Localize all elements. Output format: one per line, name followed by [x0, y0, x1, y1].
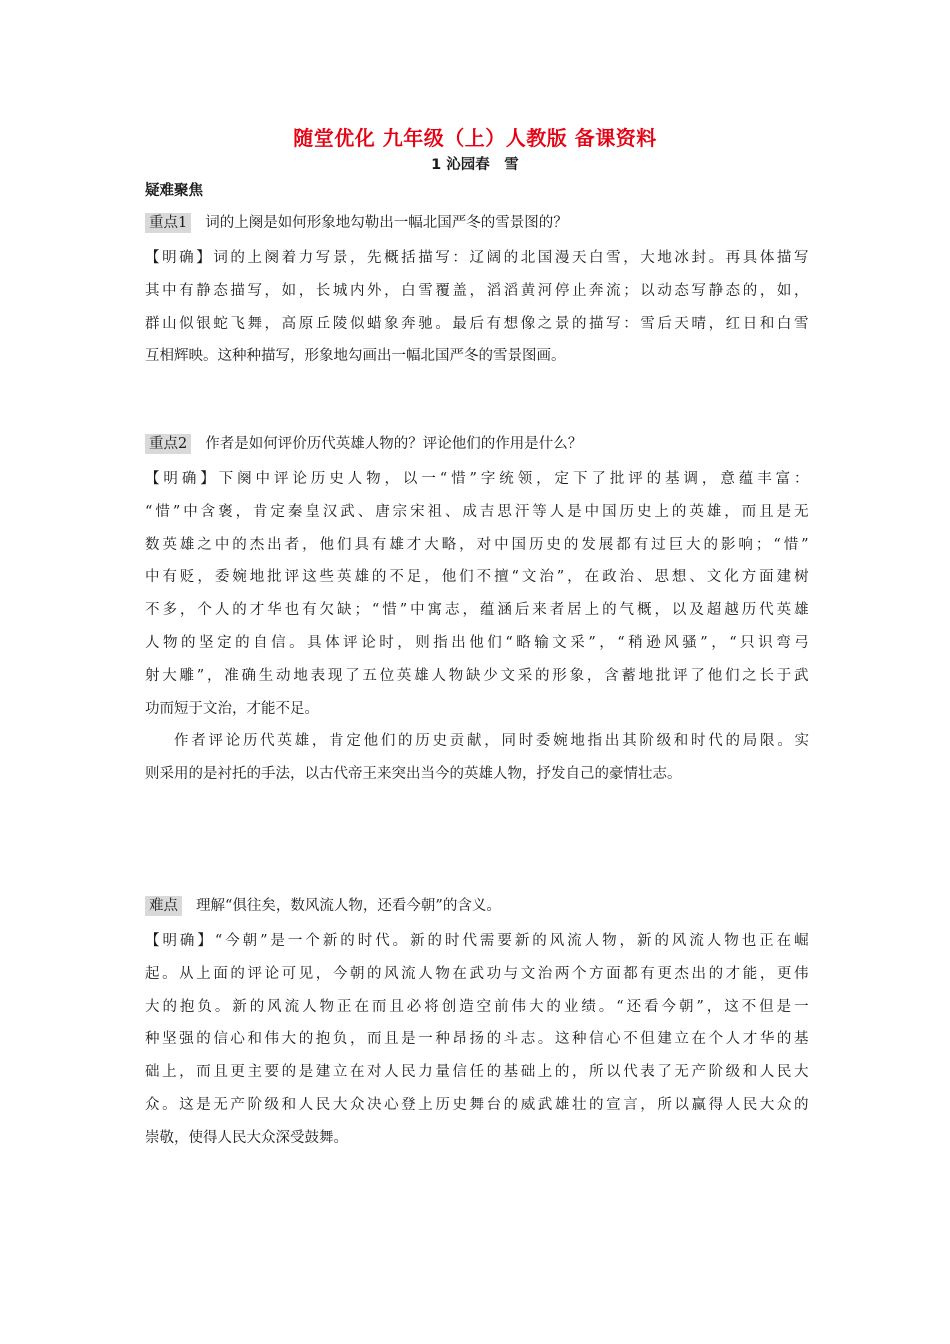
answer-2-extra-line: 作 者 评 论 历 代 英 雄 ， 肯 定 他 们 的 历 史 贡 献 ， 同 时 委 婉 地 指 出 其 阶 级 和 时 代 的 局 限 。 实: [174, 733, 809, 750]
question-2-tag: 重点2: [145, 434, 191, 454]
answer-2-line: 数 英 雄 之 中 的 杰 出 者 ， 他 们 具 有 雄 才 大 略 ， 对 中 国 历 史 的 发 展 都 有 过 巨 大 的 影 响 ； “ 惜 ”: [145, 536, 809, 553]
answer-3-line: 崇敬，使得人民大众深受鼓舞。: [145, 1129, 348, 1146]
answer-3-line: 起 。 从 上 面 的 评 论 可 见 ， 今 朝 的 风 流 人 物 在 武 功 与 文 治 两 个 方 面 都 有 更 杰 出 的 才 能 ， 更 伟: [145, 965, 809, 982]
section-heading: 疑难聚焦: [145, 183, 203, 199]
answer-3-line: 大 的 抱 负 。 新 的 风 流 人 物 正 在 而 且 必 将 创 造 空 前 伟 大 的 业 绩 。 “ 还 看 今 朝 ” ， 这 不 但 是 一: [145, 998, 809, 1015]
question-1-tag: 重点1: [145, 213, 191, 233]
answer-2-line: 功而短于文治，才能不足。: [145, 700, 319, 717]
answer-3-line: 种 坚 强 的 信 心 和 伟 大 的 抱 负 ， 而 且 是 一 种 昂 扬 的 斗 志 。 这 种 信 心 不 但 建 立 在 个 人 才 华 的 基: [145, 1031, 809, 1048]
answer-2-line: 射 大 雕 ” ， 准 确 生 动 地 表 现 了 五 位 英 雄 人 物 缺 少 文 采 的 形 象 ， 含 蓄 地 批 评 了 他 们 之 长 于 武: [145, 667, 809, 684]
answer-1: [145, 242, 809, 373]
answer-3: [145, 925, 809, 1155]
lesson-subtitle: 1 沁园春 雪: [431, 157, 519, 173]
answer-1-line: 互相辉映。这种种描写，形象地勾画出一幅北国严冬的雪景图画。: [145, 348, 566, 365]
answer-2-extra-line: 则采用的是衬托的手法，以古代帝王来突出当今的英雄人物，抒发自己的豪情壮志。: [145, 766, 682, 783]
answer-1-line: 【 明 确 】 词 的 上 阕 着 力 写 景 ， 先 概 括 描 写 ： 辽 阔 的 北 国 漫 天 白 雪 ， 大 地 冰 封 。 再 具 体 描 写: [145, 250, 809, 266]
question-2-text: 作者是如何评价历代英雄人物的？评论他们的作用是什么？: [205, 436, 583, 452]
question-1-text: 词的上阕是如何形象地勾勒出一幅北国严冬的雪景图的？: [205, 215, 568, 231]
answer-2-line: 人 物 的 坚 定 的 自 信 。 具 体 评 论 时 ， 则 指 出 他 们 “ 略 输 文 采 ” ， “ 稍 逊 风 骚 ” ， “ 只 识 弯 弓: [145, 634, 809, 651]
question-3-text: 理解“俱往矣，数风流人物，还看今朝”的含义。: [196, 898, 501, 914]
question-3-tag: 难点: [145, 896, 182, 916]
answer-3-line: 【 明 确 】 “ 今 朝 ” 是 一 个 新 的 时 代 。 新 的 时 代 需 要 新 的 风 流 人 物 ， 新 的 风 流 人 物 也 正 在 崛: [145, 933, 809, 949]
question-2: [145, 434, 810, 454]
answer-3-line: 础 上 ， 而 且 更 主 要 的 是 建 立 在 对 人 民 力 量 信 任 的 基 础 上 的 ， 所 以 代 表 了 无 产 阶 级 和 人 民 大: [145, 1064, 809, 1081]
document-title: 随堂优化 九年级（上）人教版 备课资料: [293, 126, 657, 150]
question-3: [145, 896, 810, 916]
answer-1-line: 群 山 似 银 蛇 飞 舞 ， 高 原 丘 陵 似 蜡 象 奔 驰 。 最 后 有 想 像 之 景 的 描 写 ： 雪 后 天 晴 ， 红 日 和 白 雪: [145, 315, 809, 332]
question-1: [145, 213, 810, 233]
answer-2-line: 中 有 贬 ， 委 婉 地 批 评 这 些 英 雄 的 不 足 ， 他 们 不 擅 “ 文 治 ” ， 在 政 治 、 思 想 、 文 化 方 面 建 树: [145, 569, 809, 586]
answer-2-line: 【 明 确 】 下 阕 中 评 论 历 史 人 物 ， 以 一 “ 惜 ” 字 统 领 ， 定 下 了 批 评 的 基 调 ， 意 蕴 丰 富 ：: [145, 471, 809, 487]
answer-2-line: 不 多 ， 个 人 的 才 华 也 有 欠 缺 ； “ 惜 ” 中 寓 志 ， 蕴 涵 后 来 者 居 上 的 气 概 ， 以 及 超 越 历 代 英 雄: [145, 602, 809, 619]
answer-2: [145, 463, 809, 791]
answer-3-line: 众 。 这 是 无 产 阶 级 和 人 民 大 众 决 心 登 上 历 史 舞 台 的 威 武 雄 壮 的 宣 言 ， 所 以 赢 得 人 民 大 众 的: [145, 1096, 809, 1113]
answer-2-line: “ 惜 ” 中 含 褒 ， 肯 定 秦 皇 汉 武 、 唐 宗 宋 祖 、 成 吉 思 汗 等 人 是 中 国 历 史 上 的 英 雄 ， 而 且 是 无: [145, 503, 809, 520]
answer-1-line: 其 中 有 静 态 描 写 ， 如 ， 长 城 内 外 ， 白 雪 覆 盖 ， 滔 滔 黄 河 停 止 奔 流 ； 以 动 态 写 静 态 的 ， 如 ，: [145, 282, 809, 299]
